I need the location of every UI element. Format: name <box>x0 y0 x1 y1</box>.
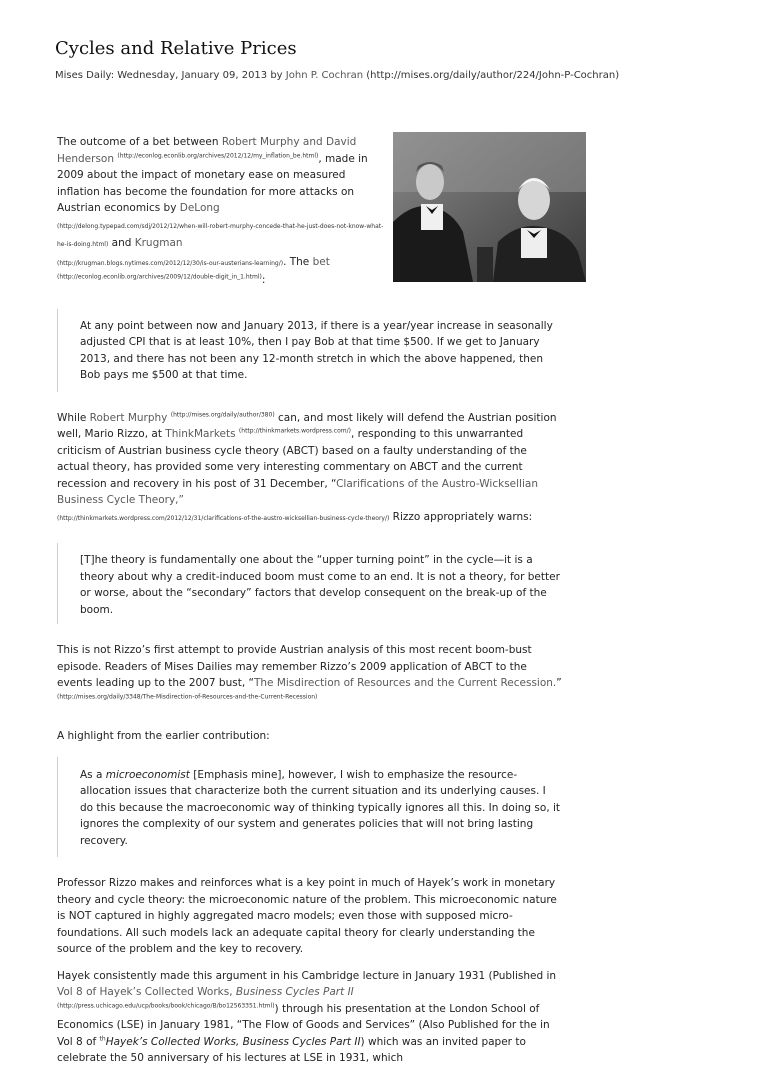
quote-rizzo-warning <box>57 543 562 624</box>
p2-text-2: can, and most likely will defend the Austrian position well, Mario Rizzo, at <box>57 411 557 440</box>
p6-text-2: ) through his presentation at the London School of Economics (LSE) in January 1981, “The Flow of Goods and Services” (Also Published for the in Vol 8 of <box>57 1002 550 1048</box>
byline-prefix: Mises Daily: Wednesday, January 09, 2013 by <box>55 70 283 81</box>
quote-microeconomist <box>57 757 562 858</box>
link-hayek-vol8-em: Business Cycles Part II <box>235 986 354 998</box>
link-robert-murphy[interactable]: Robert Murphy <box>89 411 168 424</box>
link-krugman[interactable]: Krugman <box>134 237 183 249</box>
link-hayek-vol8-text: Vol 8 of Hayek’s Collected Works, <box>57 986 236 998</box>
p1-text-1: The outcome of a bet between <box>57 136 222 148</box>
link-bet[interactable]: bet <box>312 255 330 268</box>
url-thinkmarkets: (http://thinkmarkets.wordpress.com/) <box>238 427 351 435</box>
link-misdirection[interactable]: The Misdirection of Resources and the Current Recession. <box>253 677 557 689</box>
url-clarifications: (http://thinkmarkets.wordpress.com/2012/12/31/clarifications-of-the-austro-wicksellian-business-cycle-theory/) <box>57 514 390 522</box>
quote-3-text-1: As a <box>80 768 106 781</box>
p2-text-1: While <box>57 411 90 424</box>
p1-text-3: and <box>108 237 135 249</box>
p1-text-2: , made in 2009 about the impact of monetary ease on measured inflation has become the foundation for more attacks on Austrian economics by <box>57 152 368 214</box>
p6-text-3: ) which was an invited paper to celebrate the 50 <box>57 1035 526 1064</box>
p6-emphasis: Hayek’s Collected Works, Business Cycles Part II <box>105 1035 361 1048</box>
author-url: (http://mises.org/daily/author/224/John-P-Cochran) <box>366 70 620 81</box>
paragraph-5: Professor Rizzo makes and reinforces what is a key point in much of Hayek’s work in monetary theory and cycle theory: the microeconomic nature of the problem. This microeconomic nature is NOT captured in highly aggregated macro models; even those with supposed micro-foundations. All such models lack an adequate capital theory for clearly understanding the source of the problem and the key to recovery. <box>57 877 557 955</box>
link-hayek-vol8[interactable] <box>57 986 354 998</box>
link-murphy-henderson[interactable]: Robert Murphy and David Henderson <box>57 136 357 165</box>
quote-3-emphasis: microeconomist <box>105 768 190 781</box>
p3-text-1: This is not Rizzo’s first attempt to provide Austrian analysis of this most recent boom-bust episode. Readers of Mises Dailies may remember Rizzo’s 2009 application of ABCT to the events leading up to the 2007 bust, “ <box>57 644 532 689</box>
link-clarifications[interactable]: Clarifications of the Austro-Wicksellian Business Cycle Theory,” <box>57 477 538 506</box>
url-krugman: (http://krugman.blogs.nytimes.com/2012/12/30/is-our-austerians-learning/) <box>57 259 284 267</box>
link-delong[interactable]: DeLong <box>179 202 220 214</box>
quote-3-text-2: [Emphasis mine], however, I wish to emphasize the resource-allocation issues that characterize both the current situation and its underlying causes. I do this because the macroeconomic way of thinking typically ignores all this. In doing so, it ignores the complexity of our system and generates policies that will not bring lasting recovery. <box>80 768 561 847</box>
quote-2-text: [T]he theory is fundamentally one about the “upper turning point” in the cycle—it is a theory about why a credit-induced boom must come to an end. It is not a theory, for better or worse, about the “secondary” factors that develop consequent on the break-up of the boom. <box>80 554 560 616</box>
url-econlog-1: (http://econlog.econlib.org/archives/2012/12/my_inflation_be.html) <box>117 152 319 159</box>
paragraph-4: A highlight from the earlier contribution: <box>57 730 270 742</box>
url-delong: (http://delong.typepad.com/sdj/2012/12/when-will-robert-murphy-concede-that-he-just-does-not-know-what-he-is-doing.html) <box>57 222 384 248</box>
url-econlog-2: (http://econlog.econlib.org/archives/2009/12/double-digit_in_1.html) <box>57 273 262 281</box>
p1-text-4: . The <box>283 255 313 268</box>
p2-text-4: Rizzo appropriately warns: <box>389 510 533 523</box>
url-uchicago: (http://press.uchicago.edu/ucp/books/book/chicago/B/bo12563351.html) <box>57 1002 275 1009</box>
url-misdirection: (http://mises.org/daily/3348/The-Misdirection-of-Resources-and-the-Current-Recession) <box>57 693 318 700</box>
url-mises-author: (http://mises.org/daily/author/380) <box>170 411 275 418</box>
paragraph-6 <box>57 968 562 1067</box>
quote-bet-terms <box>57 309 562 392</box>
paragraph-2 <box>57 410 562 528</box>
author-link[interactable]: John P. Cochran <box>285 70 364 81</box>
p6-text-4: anniversary of his lectures at LSE in 1931, which <box>143 1052 404 1064</box>
quote-1-text: At any point between now and January 2013, if there is a year/year increase in seasonally adjusted CPI that is at least 10%, then I pay Bob at that time $500. If we get to January 2013, and there has not been any 12-month stretch in which the above happened, then Bob pays me $500 at that time. <box>80 319 553 381</box>
p6-superscript: th <box>99 1035 106 1042</box>
article-title: Cycles and Relative Prices <box>55 38 297 59</box>
paragraph-3 <box>57 642 562 708</box>
byline <box>55 70 619 81</box>
p6-text-1: Hayek consistently made this argument in his Cambridge lecture in January 1931 (Published in <box>57 969 557 982</box>
article-body <box>57 134 562 1067</box>
p2-text-3: , responding to this unwarranted criticism of Austrian business cycle theory (ABCT) based on a faulty understanding of the actual theory, has provided some very interesting commentary on ABCT and the current recession and recovery in his post of 31 December, “ <box>57 428 527 490</box>
paragraph-1 <box>57 134 387 289</box>
p3-text-2: ” <box>556 677 562 689</box>
link-thinkmarkets[interactable]: ThinkMarkets <box>165 428 236 440</box>
p1-text-5: : <box>261 274 266 286</box>
